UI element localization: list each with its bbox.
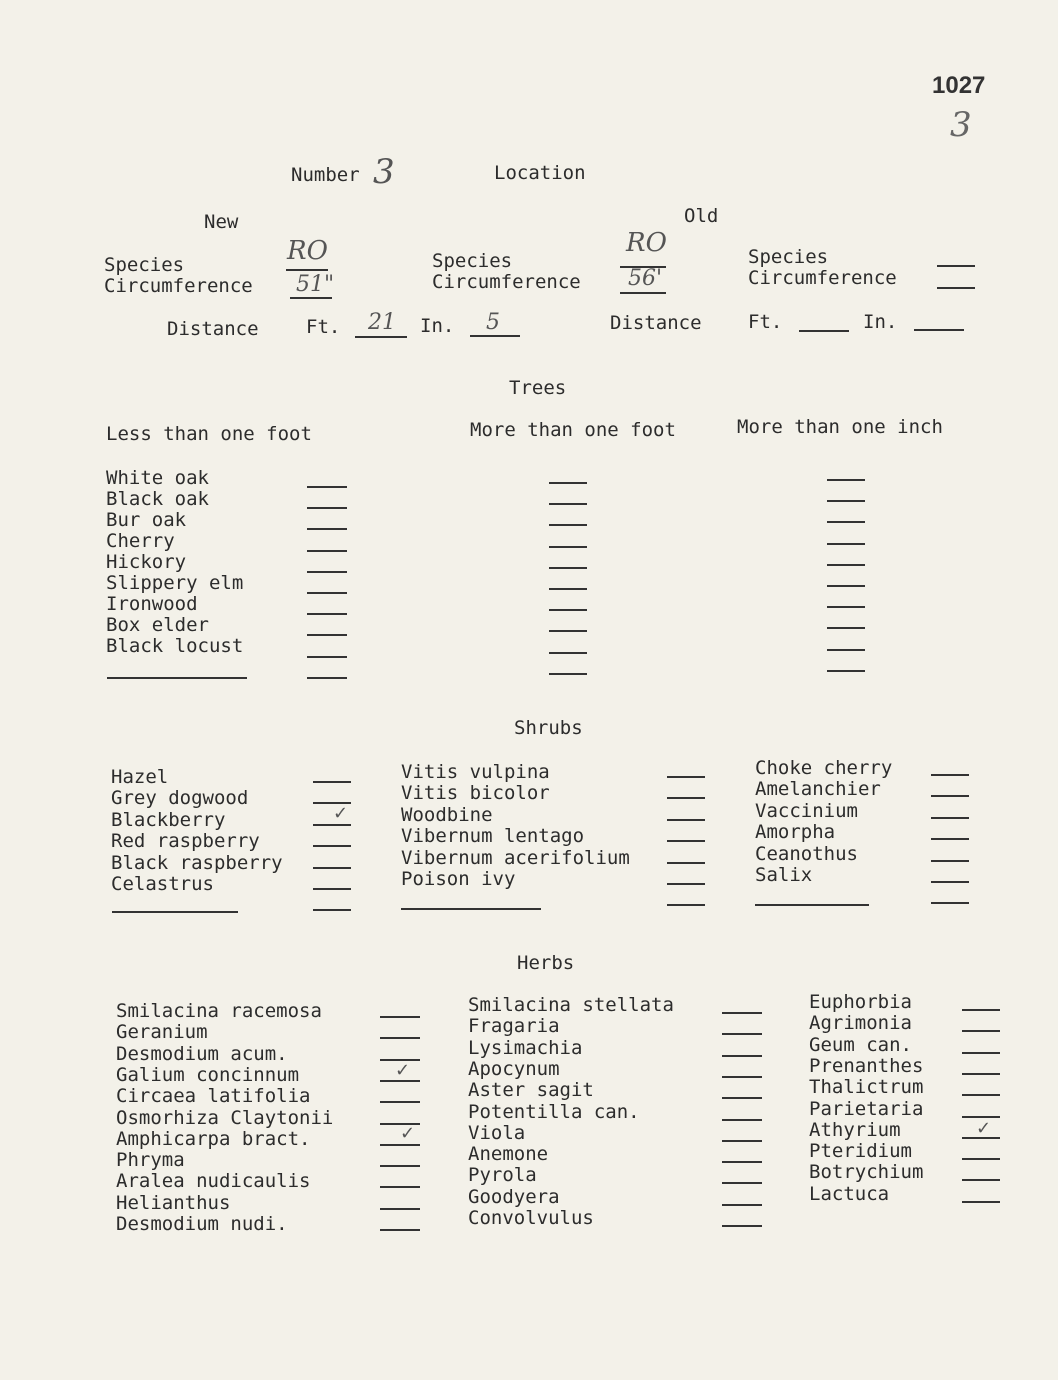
tree-item: Bur oak xyxy=(106,509,187,531)
new-circumference-line xyxy=(290,297,332,299)
tree-blank-more-than-inch[interactable] xyxy=(827,521,865,523)
tree-blank-name[interactable] xyxy=(107,677,247,679)
shrub-blank[interactable] xyxy=(667,862,705,864)
tree-blank-more-than-foot[interactable] xyxy=(549,673,587,675)
tree-blank-more-than-foot[interactable] xyxy=(549,652,587,654)
herb-item: Geum can. xyxy=(809,1033,912,1056)
herb-item: Euphorbia xyxy=(809,991,912,1013)
herb-item: Agrimonia xyxy=(809,1012,912,1035)
herb-blank[interactable] xyxy=(380,1016,420,1018)
tree-blank-more-than-foot[interactable] xyxy=(549,630,587,632)
tree-blank-less-than-foot[interactable] xyxy=(307,634,347,636)
shrub-item: Vaccinium xyxy=(755,799,858,822)
shrub-item: Hazel xyxy=(111,766,169,788)
tree-blank-more-than-inch[interactable] xyxy=(827,585,865,587)
herb-blank[interactable] xyxy=(380,1229,420,1231)
shrub-item: Vibernum lentago xyxy=(401,825,585,848)
tree-blank-more-than-foot[interactable] xyxy=(549,567,587,569)
sheet-id: 1027 xyxy=(932,72,986,99)
herb-item: Aralea nudicaulis xyxy=(116,1170,311,1193)
herb-blank[interactable] xyxy=(722,1012,762,1014)
tree-blank-more-than-inch[interactable] xyxy=(827,479,865,481)
herb-blank[interactable] xyxy=(962,1030,1000,1032)
tree-item: Box elder xyxy=(106,614,209,636)
shrub-item: Choke cherry xyxy=(755,757,893,779)
checkmark-icon: ✓ xyxy=(333,803,349,824)
herb-item: Aster sagit xyxy=(468,1079,594,1102)
old-in-label: In. xyxy=(863,311,898,333)
shrub-blank[interactable] xyxy=(313,888,351,890)
herb-blank[interactable] xyxy=(722,1097,762,1099)
tree-blank-more-than-foot[interactable] xyxy=(549,609,587,611)
herb-item: Helianthus xyxy=(116,1191,231,1214)
herb-item: Thalictrum xyxy=(809,1076,924,1099)
tree-blank-more-than-inch[interactable] xyxy=(827,500,865,502)
herb-blank[interactable] xyxy=(962,1201,1000,1203)
new-species-line xyxy=(286,269,328,271)
tree-item: White oak xyxy=(106,467,209,489)
herb-item: Fragaria xyxy=(468,1015,560,1038)
shrub-blank[interactable] xyxy=(667,797,705,799)
herb-item: Osmorhiza Claytonii xyxy=(116,1106,334,1129)
tree-item: Ironwood xyxy=(106,593,198,615)
shrub-item: Amorpha xyxy=(755,821,836,844)
old-distance-label: Distance xyxy=(610,312,702,334)
herb-item: Viola xyxy=(468,1121,526,1144)
herb-blank[interactable] xyxy=(380,1037,420,1039)
shrub-item: Vitis vulpina xyxy=(401,761,550,783)
herb-item: Amphicarpa bract. xyxy=(116,1127,311,1150)
herb-item: Apocynum xyxy=(468,1057,560,1080)
herb-blank[interactable] xyxy=(722,1225,762,1227)
third-circumference-label: Circumference xyxy=(748,267,897,289)
herb-item: Goodyera xyxy=(468,1185,560,1208)
shrub-item: Grey dogwood xyxy=(111,787,249,810)
new-species-label: Species xyxy=(104,254,185,276)
new-ft-line xyxy=(355,336,407,338)
old-circumference-line xyxy=(620,292,666,294)
herb-item: Geranium xyxy=(116,1021,208,1044)
trees-col1-header: Less than one foot xyxy=(106,423,312,445)
new-circumference-value: 51" xyxy=(296,272,335,297)
shrub-item: Woodbine xyxy=(401,803,493,826)
number-value: 3 xyxy=(373,152,395,192)
herb-item: Desmodium nudi. xyxy=(116,1213,288,1235)
shrub-blank[interactable] xyxy=(931,902,969,904)
shrub-blank-name[interactable] xyxy=(112,911,238,913)
tree-blank-more-than-foot[interactable] xyxy=(549,546,587,548)
checkmark-icon: ✓ xyxy=(395,1060,411,1081)
herb-blank[interactable] xyxy=(962,1073,1000,1075)
tree-item: Black locust xyxy=(106,635,244,657)
herb-item: Pteridium xyxy=(809,1140,912,1163)
tree-blank-more-than-inch[interactable] xyxy=(827,543,865,545)
shrub-blank[interactable] xyxy=(931,881,969,883)
shrub-blank[interactable] xyxy=(667,840,705,842)
herb-blank[interactable] xyxy=(722,1119,762,1121)
new-circumference-label: Circumference xyxy=(104,275,253,297)
third-species-line xyxy=(937,265,975,267)
old-species-value: RO xyxy=(626,228,667,258)
shrub-blank[interactable] xyxy=(667,776,705,778)
old-species-label: Species xyxy=(432,250,513,272)
shrub-blank[interactable] xyxy=(313,781,351,783)
shrub-blank[interactable] xyxy=(931,838,969,840)
tree-item: Black oak xyxy=(106,488,209,510)
herb-item: Pyrola xyxy=(468,1164,537,1187)
tree-blank-more-than-foot[interactable] xyxy=(549,524,587,526)
tree-blank-less-than-foot[interactable] xyxy=(307,571,347,573)
old-ft-label: Ft. xyxy=(748,311,783,333)
herb-item: Athyrium xyxy=(809,1118,901,1141)
tree-item: Cherry xyxy=(106,530,175,552)
herb-blank[interactable] xyxy=(722,1182,762,1184)
tree-blank-more-than-inch[interactable] xyxy=(827,606,865,608)
herb-item: Lysimachia xyxy=(468,1036,583,1059)
shrub-item: Poison ivy xyxy=(401,868,516,890)
shrub-item: Celastrus xyxy=(111,873,214,895)
third-circumference-line xyxy=(937,287,975,289)
tree-item: Slippery elm xyxy=(106,572,244,594)
herb-blank[interactable] xyxy=(962,1094,1000,1096)
trees-col3-header: More than one inch xyxy=(737,416,943,438)
shrub-blank[interactable] xyxy=(667,883,705,885)
herb-item: Botrychium xyxy=(809,1161,924,1184)
herb-blank[interactable] xyxy=(722,1204,762,1206)
shrub-item: Blackberry xyxy=(111,808,226,831)
shrub-blank[interactable] xyxy=(931,795,969,797)
new-distance-label: Distance xyxy=(167,318,259,340)
tree-blank-less-than-foot[interactable] xyxy=(307,528,347,530)
shrub-blank[interactable] xyxy=(313,909,351,911)
herb-blank[interactable] xyxy=(380,1208,420,1210)
shrub-blank[interactable] xyxy=(667,819,705,821)
shrub-item: Red raspberry xyxy=(111,830,260,853)
herb-item: Desmodium acum. xyxy=(116,1042,288,1065)
shrub-blank-name[interactable] xyxy=(401,908,541,910)
old-circumference-label: Circumference xyxy=(432,271,581,293)
herb-item: Phryma xyxy=(116,1149,185,1172)
trees-title: Trees xyxy=(509,377,567,399)
herb-blank[interactable] xyxy=(722,1161,762,1163)
herb-item: Smilacina racemosa xyxy=(116,1000,322,1022)
herb-item: Convolvulus xyxy=(468,1207,594,1229)
shrub-item: Amelanchier xyxy=(755,778,881,801)
new-in-line xyxy=(470,335,520,337)
herb-item: Anemone xyxy=(468,1143,549,1166)
checkmark-icon: ✓ xyxy=(976,1118,992,1139)
tree-blank-more-than-inch[interactable] xyxy=(827,670,865,672)
tree-blank-less-than-foot[interactable] xyxy=(307,507,347,509)
old-circumference-value: 56' xyxy=(628,266,663,291)
herb-item: Prenanthes xyxy=(809,1054,924,1077)
third-species-label: Species xyxy=(748,246,829,268)
herb-blank[interactable] xyxy=(962,1009,1000,1011)
herb-blank[interactable] xyxy=(380,1165,420,1167)
new-ft-value: 21 xyxy=(368,310,396,335)
shrub-item: Vibernum acerifolium xyxy=(401,846,630,869)
herb-blank[interactable] xyxy=(962,1179,1000,1181)
herb-blank[interactable] xyxy=(722,1055,762,1057)
shrub-item: Black raspberry xyxy=(111,851,283,874)
new-ft-label: Ft. xyxy=(306,316,341,338)
new-species-value: RO xyxy=(287,236,328,266)
tree-blank-more-than-foot[interactable] xyxy=(549,588,587,590)
shrub-blank-name[interactable] xyxy=(755,904,869,906)
herb-blank[interactable] xyxy=(380,1186,420,1188)
tree-blank-more-than-inch[interactable] xyxy=(827,564,865,566)
new-in-value: 5 xyxy=(486,310,500,335)
herb-item: Parietaria xyxy=(809,1097,924,1120)
new-label: New xyxy=(204,211,239,233)
tree-blank-more-than-inch[interactable] xyxy=(827,649,865,651)
old-label: Old xyxy=(684,205,719,227)
tree-blank-less-than-foot[interactable] xyxy=(307,677,347,679)
herb-item: Galium concinnum xyxy=(116,1063,300,1086)
tree-blank-less-than-foot[interactable] xyxy=(307,592,347,594)
tree-blank-more-than-foot[interactable] xyxy=(549,482,587,484)
herb-blank[interactable] xyxy=(722,1076,762,1078)
tree-blank-less-than-foot[interactable] xyxy=(307,550,347,552)
tree-blank-less-than-foot[interactable] xyxy=(307,656,347,658)
herb-blank[interactable] xyxy=(380,1101,420,1103)
shrub-blank[interactable] xyxy=(931,860,969,862)
tree-blank-more-than-inch[interactable] xyxy=(827,627,865,629)
tree-blank-more-than-foot[interactable] xyxy=(549,503,587,505)
location-label: Location xyxy=(494,162,586,184)
shrub-item: Ceanothus xyxy=(755,842,858,865)
shrub-blank[interactable] xyxy=(313,867,351,869)
tree-blank-less-than-foot[interactable] xyxy=(307,613,347,615)
tree-blank-less-than-foot[interactable] xyxy=(307,486,347,488)
number-label: Number xyxy=(291,164,360,186)
herb-item: Smilacina stellata xyxy=(468,994,674,1016)
herbs-title: Herbs xyxy=(517,952,575,974)
shrub-item: Vitis bicolor xyxy=(401,782,550,805)
shrub-blank[interactable] xyxy=(313,824,351,826)
tree-item: Hickory xyxy=(106,551,187,573)
new-in-label: In. xyxy=(420,315,455,337)
shrub-blank[interactable] xyxy=(667,904,705,906)
herb-blank[interactable] xyxy=(962,1158,1000,1160)
shrub-blank[interactable] xyxy=(931,817,969,819)
herb-blank[interactable] xyxy=(722,1033,762,1035)
old-in-line xyxy=(914,329,964,331)
shrub-item: Salix xyxy=(755,864,813,886)
herb-item: Potentilla can. xyxy=(468,1100,640,1123)
sheet-handwritten-number: 3 xyxy=(950,105,972,145)
old-ft-line xyxy=(799,330,849,332)
checkmark-icon: ✓ xyxy=(400,1123,416,1144)
shrub-blank[interactable] xyxy=(313,845,351,847)
herb-blank[interactable] xyxy=(722,1140,762,1142)
shrub-blank[interactable] xyxy=(931,774,969,776)
trees-col2-header: More than one foot xyxy=(470,419,676,441)
shrubs-title: Shrubs xyxy=(514,717,583,739)
herb-item: Lactuca xyxy=(809,1182,890,1205)
herb-blank[interactable] xyxy=(380,1144,420,1146)
herb-blank[interactable] xyxy=(962,1052,1000,1054)
herb-item: Circaea latifolia xyxy=(116,1085,311,1108)
